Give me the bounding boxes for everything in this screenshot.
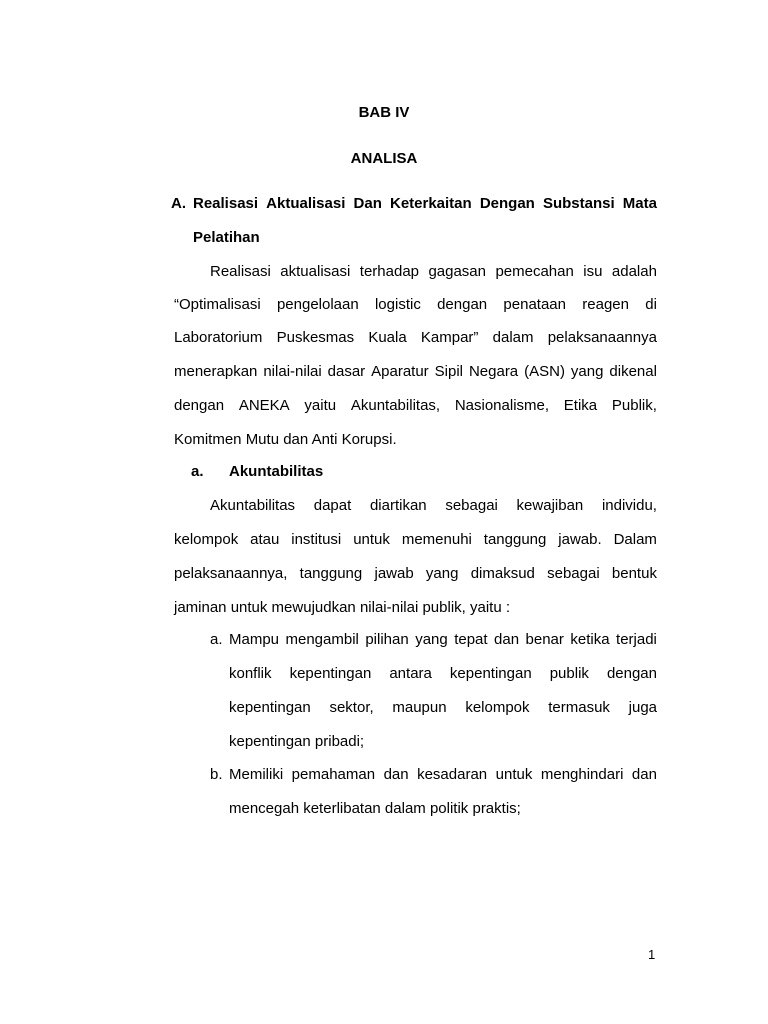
list-item-a-line4: kepentingan pribadi; — [229, 733, 365, 750]
chapter-title: BAB IV — [358, 104, 410, 121]
paragraph2-line2: kelompok atau institusi untuk memenuhi tanggung jawab. Dalam — [174, 531, 657, 548]
paragraph2-line4: jaminan untuk mewujudkan nilai-nilai publik, yaitu : — [174, 599, 511, 616]
subsection-letter: a. — [191, 463, 204, 480]
page-number: 1 — [648, 947, 656, 962]
list-item-b-marker: b. — [210, 766, 223, 783]
list-item-a-line1: Mampu mengambil pilihan yang tepat dan benar ketika terjadi — [229, 631, 657, 648]
paragraph1-line4: menerapkan nilai-nilai dasar Aparatur Sipil Negara (ASN) yang dikenal — [174, 363, 657, 380]
paragraph1-line5: dengan ANEKA yaitu Akuntabilitas, Nasionalisme, Etika Publik, — [174, 397, 657, 414]
section-heading-line2: Pelatihan — [193, 229, 260, 246]
list-item-b-line2: mencegah keterlibatan dalam politik praktis; — [229, 800, 521, 817]
paragraph1-line6: Komitmen Mutu dan Anti Korupsi. — [174, 431, 397, 448]
paragraph2-line1: Akuntabilitas dapat diartikan sebagai kewajiban individu, — [210, 497, 657, 514]
section-heading-line1: Realisasi Aktualisasi Dan Keterkaitan Dengan Substansi Mata — [193, 195, 657, 212]
subsection-title: Akuntabilitas — [229, 463, 324, 480]
paragraph1-line3: Laboratorium Puskesmas Kuala Kampar” dalam pelaksanaannya — [174, 329, 657, 346]
list-item-a-line3: kepentingan sektor, maupun kelompok termasuk juga — [229, 699, 657, 716]
chapter-subtitle: ANALISA — [350, 150, 418, 167]
section-letter: A. — [171, 195, 186, 212]
list-item-a-line2: konflik kepentingan antara kepentingan publik dengan — [229, 665, 657, 682]
paragraph1-line1: Realisasi aktualisasi terhadap gagasan pemecahan isu adalah — [210, 263, 657, 280]
list-item-b-line1: Memiliki pemahaman dan kesadaran untuk menghindari dan — [229, 766, 657, 783]
list-item-a-marker: a. — [210, 631, 223, 648]
paragraph2-line3: pelaksanaannya, tanggung jawab yang dimaksud sebagai bentuk — [174, 565, 657, 582]
paragraph1-line2: “Optimalisasi pengelolaan logistic dengan penataan reagen di — [174, 296, 657, 313]
